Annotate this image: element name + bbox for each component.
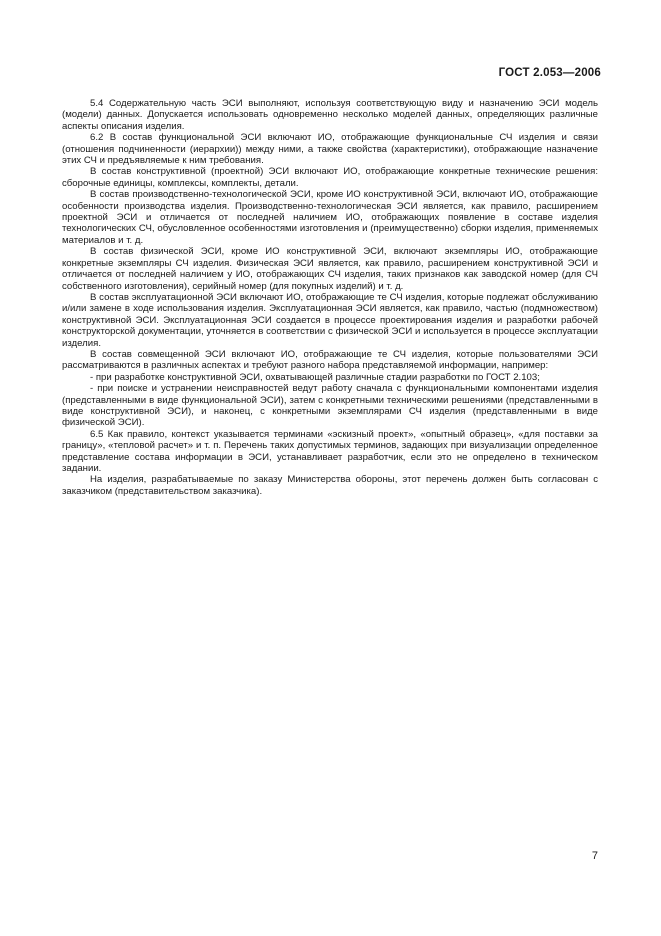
paragraph-6-5: 6.5 Как правило, контекст указывается терминами «эскизный проект», «опытный образец», «для поставки за границу», «тепловой расчет» и т. п. Перечень таких допустимых терминов, задающих при визуализации определенное представление состава информации в ЭСИ, устанавливает разработчик, если это не определено в техническом задании. (62, 428, 598, 474)
paragraph-5-4: 5.4 Содержательную часть ЭСИ выполняют, используя соответствующую виду и назначению ЭСИ модель (модели) данных. Допускается использовать одновременно несколько моделей данных, определяющих различные аспекты описания изделия. (62, 98, 598, 132)
document-body (62, 98, 598, 497)
paragraph-combined-esi: В состав совмещенной ЭСИ включают ИО, отображающие те СЧ изделия, которые пользователями ЭСИ рассматриваются в различных аспектах и требуют разного набора представляемой информации, например: (62, 348, 598, 372)
page-number: 7 (591, 850, 598, 862)
paragraph-operational-esi: В состав эксплуатационной ЭСИ включают ИО, отображающие те СЧ изделия, которые подлежат обслуживанию и/или замене в ходе использования изделия. Эксплуатационная ЭСИ является, как правило, частью (подмножеством) конструктивной ЭСИ. Эксплуатационная ЭСИ создается в процессе проектирования изделия и разработки рабочей конструкторской документации, уточняется в соответствии с физической ЭСИ и используется в процессе эксплуатации изделия. (62, 291, 598, 349)
paragraph-defense-ministry: На изделия, разрабатываемые по заказу Министерства обороны, этот перечень должен быть согласован с заказчиком (представительством заказчика). (62, 474, 598, 497)
paragraph-constructive-esi: В состав конструктивной (проектной) ЭСИ включают ИО, отображающие конкретные технические решения: сборочные единицы, комплексы, комплекты, детали. (62, 166, 598, 189)
page-header-title: ГОСТ 2.053—2006 (498, 67, 601, 79)
paragraph-production-esi: В состав производственно-технологической ЭСИ, кроме ИО конструктивной ЭСИ, включают ИО, отображающие особенности производства изделия. Производственно-технологическая ЭСИ является, как правило, расширением проектной ЭСИ и отличается от последней наличием ИО, отображающих появление в составе изделия технологических СЧ, обусловленное особенностями изготовления и (преимущественно) сборки изделия, применяемых материалов и т. д. (62, 189, 598, 246)
list-item-troubleshooting: - при поиске и устранении неисправностей ведут работу сначала с функциональными компонентами изделия (представленными в виде функциональной ЭСИ), затем с конкретными техническими решениями (представленными в виде конструктивной ЭСИ), и наконец, с конкретными экземплярами СЧ изделия (представленными в виде физической ЭСИ). (62, 383, 598, 429)
paragraph-physical-esi: В состав физической ЭСИ, кроме ИО конструктивной ЭСИ, включают экземпляры ИО, отображающие конкретные экземпляры СЧ изделия. Физическая ЭСИ является, как правило, расширением конструктивной ЭСИ и отличается от последней наличием у ИО, отображающих СЧ изделия, таких признаков как заводской номер (для СЧ собственного изготовления), серийный номер (для покупных изделий) и т. д. (62, 246, 598, 292)
list-item-development: - при разработке конструктивной ЭСИ, охватывающей различные стадии разработки по ГОСТ 2.103; (90, 371, 540, 383)
paragraph-6-2: 6.2 В состав функциональной ЭСИ включают ИО, отображающие функциональные СЧ изделия и связи (отношения подчиненности (иерархии)) между ними, а также свойства (характеристики), отображающие назначение этих СЧ и предъявляемые к ним требования. (62, 132, 598, 167)
